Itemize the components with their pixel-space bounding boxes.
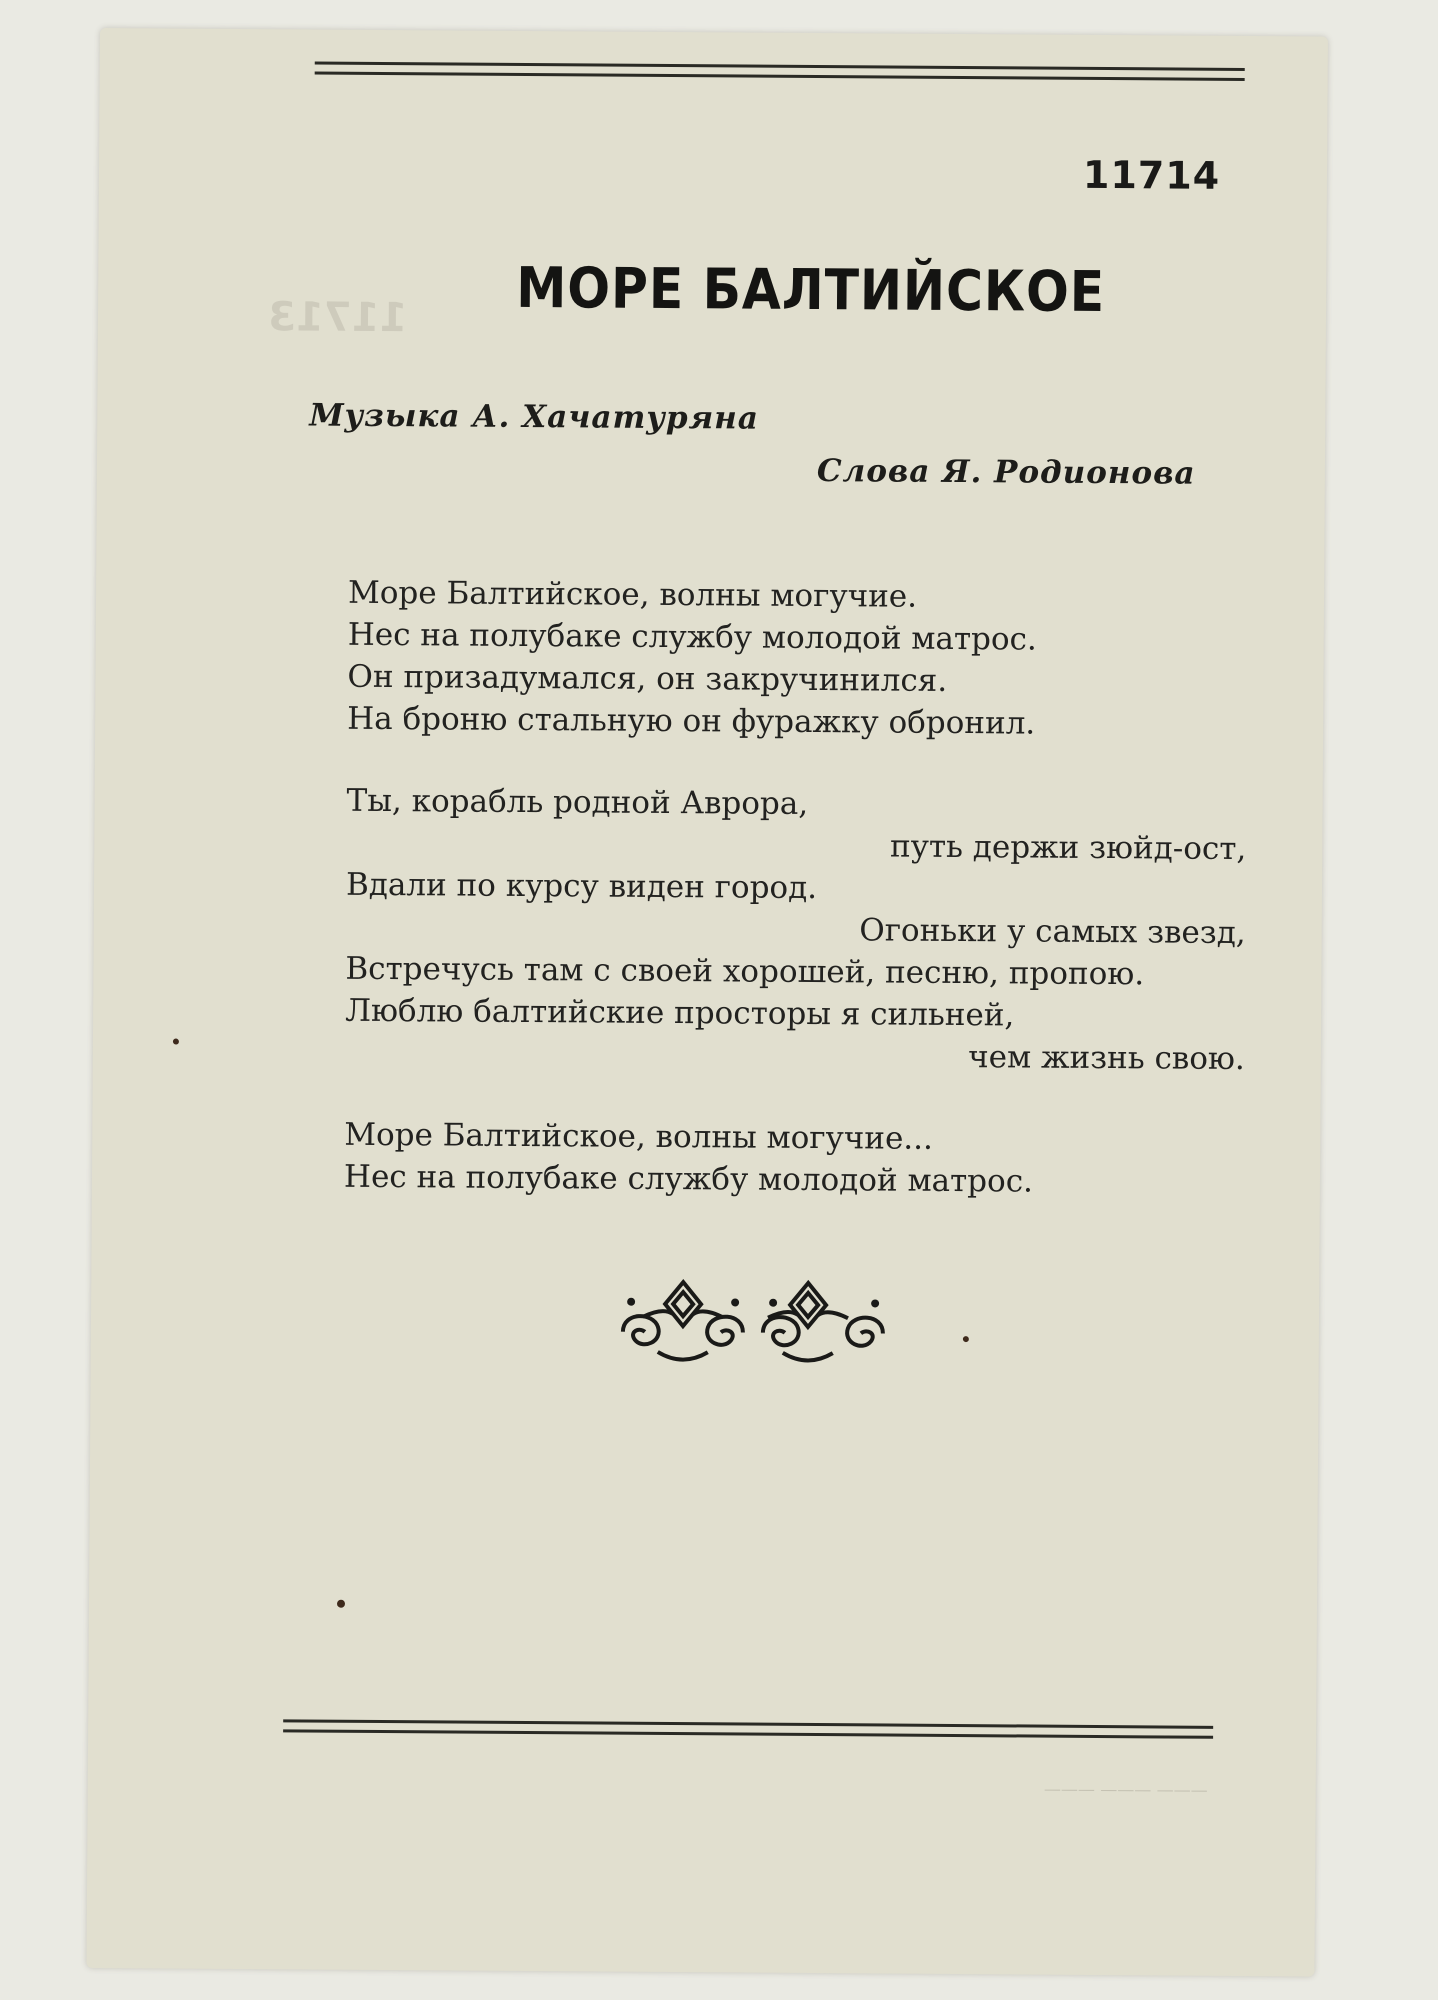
words-credit: Слова Я. Родионова [816,453,1196,492]
lyric-line: Встречусь там с своей хорошей, песню, пропою. [345,950,1145,993]
lyric-line: Огоньки у самых звезд, [859,912,1246,952]
top-double-rule [315,62,1245,82]
lyrics [344,572,1248,1204]
lyric-line: Он призадумался, он закручинился. [347,658,948,699]
lyric-line: Ты, корабль родной Аврора, [346,782,809,822]
lyric-line: путь держи зюйд-ост, [889,828,1247,868]
lyric-line: Нес на полубаке службу молодой матрос. [343,1158,1034,1200]
ornament-icon [613,1272,894,1369]
ink-spot [963,1336,969,1342]
lyric-line: На броню стальную он фуражку обронил. [347,700,1036,742]
song-card [86,28,1328,1977]
song-title: МОРЕ БАЛТИЙСКОЕ [515,255,1106,326]
bleed-through-footer: ——— ——— ——— [1043,1779,1208,1801]
music-credit: Музыка А. Хачатуряна [309,397,760,437]
lyric-line: Нес на полубаке службу молодой матрос. [347,616,1037,658]
lyric-line: Море Балтийское, волны могучие... [344,1116,934,1157]
lyric-line: Море Балтийское, волны могучие. [347,574,918,615]
ink-spot [173,1039,179,1045]
lyric-line: чем жизнь свою. [968,1039,1245,1078]
ink-spot [337,1600,345,1608]
bleed-through-text: 11713 [267,294,408,342]
bottom-double-rule [283,1719,1213,1739]
lyric-line: Вдали по курсу виден город. [345,866,818,907]
catalog-number: 11714 [1082,152,1221,198]
lyric-line: Люблю балтийские просторы я сильней, [345,992,1015,1034]
